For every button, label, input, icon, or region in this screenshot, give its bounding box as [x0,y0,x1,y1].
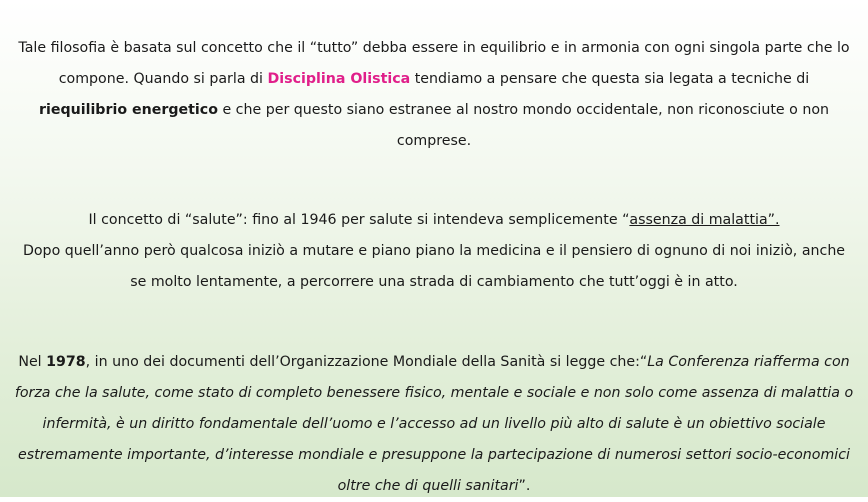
p3-text-3: ”. [518,478,531,494]
p1-text-1: Tale filosofia è basata sul concetto che il “tutto” debba essere in equilibrio e in armonia con ogni singola parte che lo compone. Quando si parla di [18,40,850,87]
italic-who-quote: La Conferenza riafferma con forza che la salute, come stato di completo benessere fisico, mentale e sociale e non solo come assenza di malattia o infermità, è un diritto fondamentale dell’uomo e l’accesso ad un livello più alto di salute è un obiettivo sociale estremamente importante, d’interesse mondiale e presuppone la partecipazione di numerosi settori socio-economici oltre che di quelli sanitari [14,354,854,494]
p3-text-2: , in uno dei documenti dell’Organizzazione Mondiale della Sanità si legge che:“ [85,354,648,370]
p2-text-2: Dopo quell’anno però qualcosa iniziò a mutare e piano piano la medicina e il pensiero di ognuno di noi iniziò, anche se molto lentamente, a percorrere una strada di cambiamento che tutt’oggi è in atto. [22,243,846,290]
p1-text-2: tendiamo a pensare che questa sia legata a tecniche di [410,71,810,87]
p1-text-3: e che per questo siano estranee al nostro mondo occidentale, non riconosciute o non comprese. [217,102,829,149]
paragraph-health-concept [14,205,854,298]
bold-year-1978: 1978 [46,354,86,370]
underlined-assenza-di-malattia: assenza di malattia”. [629,212,780,228]
p2-text-1: Il concetto di “salute”: fino al 1946 per salute si intendeva semplicemente “ [88,212,630,228]
bold-riequilibrio-energetico: riequilibrio energetico [38,102,218,118]
paragraph-who-1978 [14,347,854,502]
p3-text-1: Nel [18,354,47,370]
paragraph-holistic-philosophy [14,33,854,157]
highlight-disciplina-olistica: Disciplina Olistica [267,71,411,87]
